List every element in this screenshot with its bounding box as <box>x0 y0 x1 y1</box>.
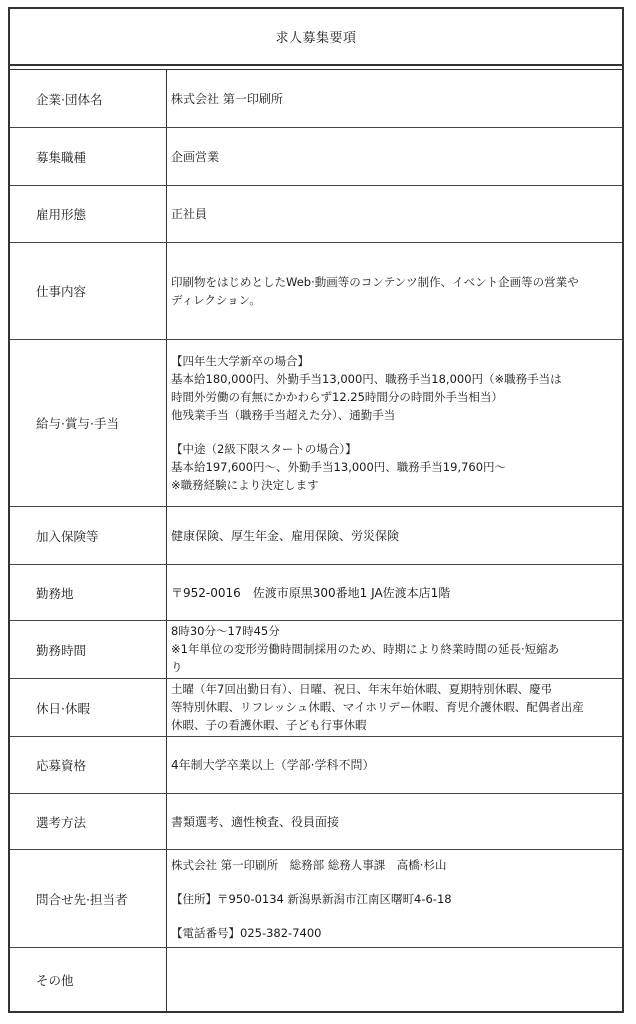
label-work: 仕事内容 <box>10 243 167 339</box>
label-company: 企業·団体名 <box>10 70 167 127</box>
value-selection: 書類選考、適性検査、役員面接 <box>171 814 340 829</box>
label-employment: 雇用形態 <box>10 186 167 242</box>
page-title: 求人募集要項 <box>10 9 622 66</box>
value-job-type: 企画営業 <box>171 149 220 164</box>
value-hours: 8時30分〜17時45分 ※1年単位の変形労働時間制採用のため、時期により終業時間の延長·短縮あ り <box>171 624 560 674</box>
row-hours <box>10 621 622 679</box>
label-job-type: 募集職種 <box>10 128 167 185</box>
value-insurance: 健康保険、厚生年金、雇用保険、労災保険 <box>171 528 400 543</box>
value-employment: 正社員 <box>171 207 208 221</box>
label-insurance: 加入保険等 <box>10 507 167 564</box>
label-hours: 勤務時間 <box>10 621 167 678</box>
value-holidays: 土曜（年7回出勤日有）、日曜、祝日、年末年始休暇、夏期特別休暇、慶弔 等特別休暇、リフレッシュ休暇、マイホリデー休暇、育児介護休暇、配偶者出産 休暇、子の看護休暇、子ども行事休暇 <box>171 682 584 732</box>
job-posting-table <box>8 7 624 1013</box>
row-contact <box>10 850 622 948</box>
label-selection: 選考方法 <box>10 794 167 849</box>
label-other: その他 <box>10 948 167 1011</box>
label-location: 勤務地 <box>10 565 167 620</box>
row-job-type <box>10 128 622 186</box>
row-selection <box>10 794 622 850</box>
value-other <box>167 948 622 1011</box>
row-holidays <box>10 679 622 737</box>
label-salary: 給与·賞与·手当 <box>10 340 167 506</box>
label-contact: 問合せ先·担当者 <box>10 850 167 947</box>
label-qualification: 応募資格 <box>10 737 167 793</box>
row-location <box>10 565 622 621</box>
row-employment <box>10 186 622 243</box>
value-work: 印刷物をはじめとしたWeb·動画等のコンテンツ制作、イベント企画等の営業や ディレクション。 <box>171 275 579 307</box>
value-qualification: 4年制大学卒業以上（学部·学科不問） <box>171 758 375 772</box>
value-contact: 株式会社 第一印刷所 総務部 総務人事課 高橋·杉山 【住所】〒950-0134 新潟県新潟市江南区曙町4-6-18 【電話番号】025-382-7400 <box>171 857 452 940</box>
row-insurance <box>10 507 622 565</box>
label-holidays: 休日·休暇 <box>10 679 167 736</box>
row-company <box>10 70 622 128</box>
row-other <box>10 948 622 1011</box>
row-qualification <box>10 737 622 794</box>
value-company: 株式会社 第一印刷所 <box>171 91 283 106</box>
row-work <box>10 243 622 340</box>
value-salary: 【四年生大学新卒の場合】 基本給180,000円、外勤手当13,000円、職務手当18,000円（※職務手当は 時間外労働の有無にかかわらず12.25時間分の時間外手当相当） 他残業手当（職務手当超えた分）、通勤手当 【中途（2級下限スタートの場合）】 基本給197,600円〜、外勤手当13,000円、職務手当19,760円〜 ※職務経験により決定します <box>171 354 562 492</box>
row-salary <box>10 340 622 507</box>
value-location: 〒952-0016 佐渡市原黒300番地1 JA佐渡本店1階 <box>171 585 451 600</box>
